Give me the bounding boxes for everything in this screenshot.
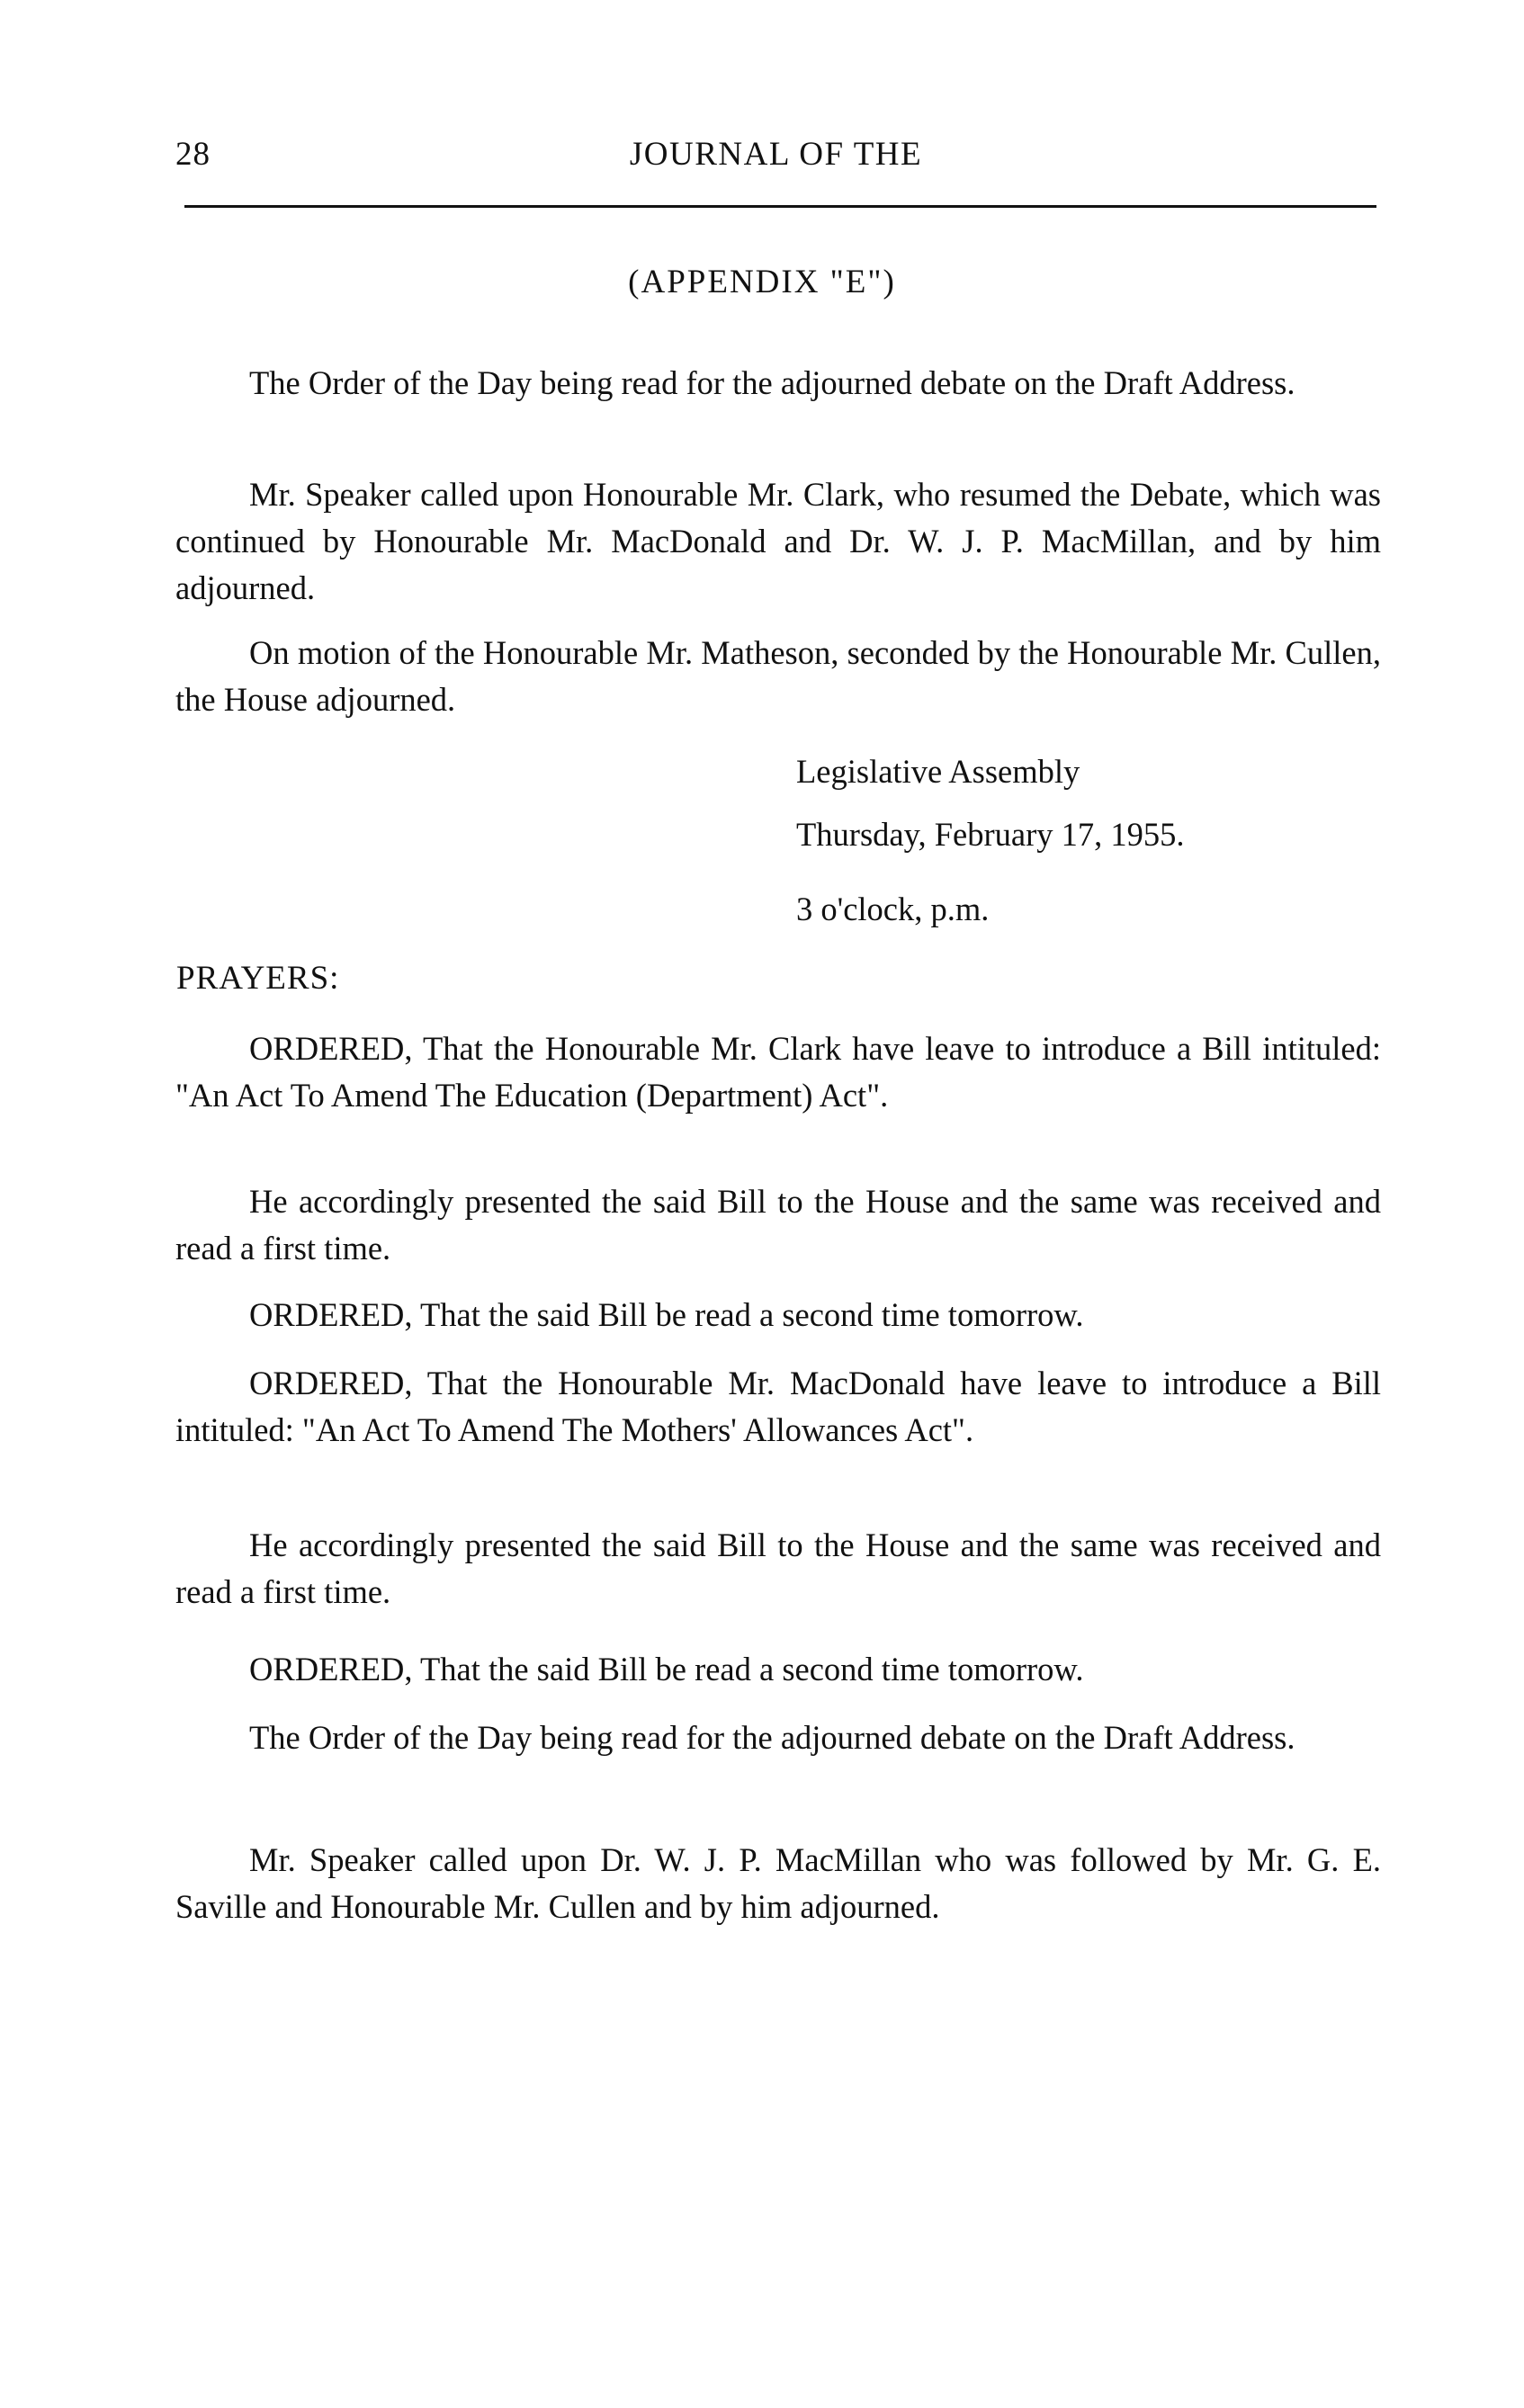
paragraph-ordered-education-bill: ORDERED, That the Honourable Mr. Clark have leave to introduce a Bill intituled: "An Act To Amend The Education (Department) Act". xyxy=(175,1030,1381,1114)
page-number: 28 xyxy=(175,136,211,173)
page-header xyxy=(175,135,1376,189)
paragraph-speaker-called-2: Mr. Speaker called upon Dr. W. J. P. MacMillan who was followed by Mr. G. E. Saville and Honourable Mr. Cullen and by him adjourned. xyxy=(175,1841,1381,1925)
paragraph-motion-adjourn: On motion of the Honourable Mr. Matheson, seconded by the Honourable Mr. Cullen, the House adjourned. xyxy=(175,634,1381,718)
prayers-heading: PRAYERS: xyxy=(176,960,340,997)
paragraph-presented-education-bill: He accordingly presented the said Bill to the House and the same was received and read a first time. xyxy=(175,1183,1381,1267)
paragraph-ordered-mothers-allowances-bill: ORDERED, That the Honourable Mr. MacDonald have leave to introduce a Bill intituled: "An Act To Amend The Mothers' Allowances Act". xyxy=(175,1365,1381,1448)
appendix-title: (APPENDIX "E") xyxy=(628,264,896,300)
paragraph-order-of-day-2: The Order of the Day being read for the adjourned debate on the Draft Address. xyxy=(249,1719,1295,1756)
paragraph-speaker-called-1: Mr. Speaker called upon Honourable Mr. Clark, who resumed the Debate, which was continued by Honourable Mr. MacDonald and Dr. W. J. P. MacMillan, and by him adjourned. xyxy=(175,476,1381,606)
paragraph-second-reading-mothers-allowances: ORDERED, That the said Bill be read a second time tomorrow. xyxy=(249,1651,1084,1687)
paragraph-order-of-day-1: The Order of the Day being read for the adjourned debate on the Draft Address. xyxy=(249,364,1295,401)
running-head: JOURNAL OF THE xyxy=(629,136,923,173)
paragraph-second-reading-education: ORDERED, That the said Bill be read a second time tomorrow. xyxy=(249,1296,1084,1333)
dateline-place: Legislative Assembly xyxy=(796,753,1080,790)
paragraph-presented-mothers-allowances-bill: He accordingly presented the said Bill to the House and the same was received and read a first time. xyxy=(175,1526,1381,1610)
header-rule xyxy=(184,205,1376,208)
dateline-time: 3 o'clock, p.m. xyxy=(796,891,990,927)
dateline-date: Thursday, February 17, 1955. xyxy=(796,816,1185,853)
